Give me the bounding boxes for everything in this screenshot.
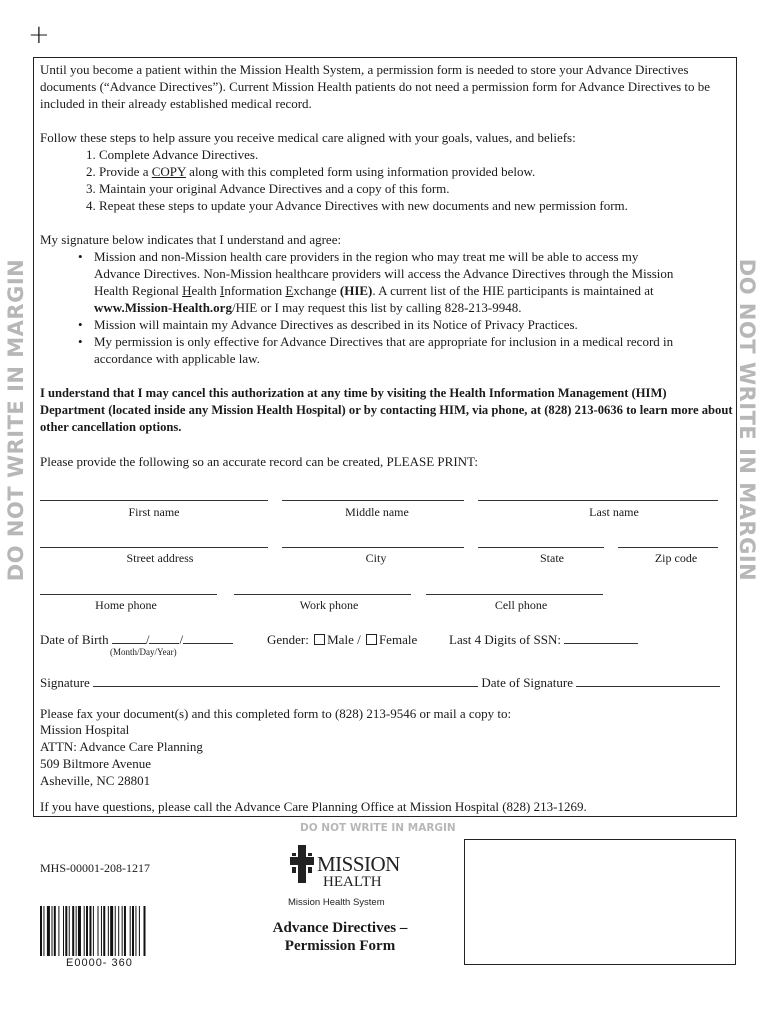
dob-label: Date of Birth [40, 632, 109, 647]
barcode-bar [69, 906, 70, 956]
bullet-2-text: Mission will maintain my Advance Directives as described in its Notice of Privacy Practices. [94, 317, 578, 332]
document-title-line-1: Advance Directives – [272, 920, 408, 936]
bullet-1-line-2: Advance Directives. Non-Mission healthcare providers will access the Advance Directives through the Mission [94, 266, 674, 281]
ssn-row [449, 631, 638, 648]
step-1: 1. Complete Advance Directives. [86, 147, 259, 162]
dob-row: Date of Birth / / [40, 631, 233, 648]
barcode-bar [65, 906, 67, 956]
barcode-bar [72, 906, 74, 956]
zip-code-field[interactable] [618, 547, 718, 548]
bullet-3-line-1: My permission is only effective for Advance Directives that are appropriate for inclusion in a medical record in [94, 334, 674, 349]
barcode-bar [135, 906, 136, 956]
dob-day-field[interactable] [149, 632, 179, 644]
address-line-1: Mission Hospital [40, 722, 130, 737]
middle-name-field[interactable] [282, 500, 464, 501]
agreement-bullet-2 [78, 316, 738, 333]
barcode-bar [108, 906, 109, 956]
barcode-bar [132, 906, 134, 956]
step-4: 4. Repeat these steps to update your Advance Directives with new documents and new permission form. [86, 198, 628, 213]
barcode-bar [84, 906, 85, 956]
state-label: State [540, 551, 564, 565]
step-2 [86, 163, 535, 180]
cancellation-notice: I understand that I may cancel this authorization at any time by visiting the Health Information Management (HIM) Department (located inside any Mission Health Hospital) or by contacting HIM, via phone, at (828) 213-0636 to learn more about other cancellation options. [40, 386, 733, 434]
female-checkbox[interactable] [366, 634, 377, 645]
male-checkbox[interactable] [314, 634, 325, 645]
bullet-dot: • [78, 334, 83, 349]
margin-warning-right: DO NOT WRITE IN MARGIN [735, 258, 759, 582]
barcode-bar [54, 906, 56, 956]
barcode [40, 906, 182, 956]
address-line-2: ATTN: Advance Care Planning [40, 739, 203, 754]
date-of-signature-label: Date of Signature [481, 675, 574, 690]
print-prompt: Please provide the following so an accurate record can be created, PLEASE PRINT: [40, 454, 478, 469]
margin-warning-bottom: DO NOT WRITE IN MARGIN [300, 822, 456, 834]
signature-row [40, 674, 720, 691]
male-label: Male / [327, 632, 361, 647]
state-field[interactable] [478, 547, 604, 548]
last-name-field[interactable] [478, 500, 718, 501]
logo-system-name: Mission Health System [288, 897, 385, 908]
barcode-bar [103, 906, 105, 956]
barcode-bar [115, 906, 116, 956]
step-3: 3. Maintain your original Advance Directives and a copy of this form. [86, 181, 450, 196]
barcode-bar [144, 906, 146, 956]
street-address-field[interactable] [40, 547, 268, 548]
barcode-number: E0000- 360 [66, 957, 133, 969]
form-code: MHS-00001-208-1217 [40, 861, 150, 875]
zip-code-label: Zip code [654, 551, 698, 565]
barcode-bar [93, 906, 94, 956]
barcode-bar [122, 906, 123, 956]
barcode-bar [118, 906, 119, 956]
barcode-bar [58, 906, 59, 956]
cell-phone-label: Cell phone [494, 598, 548, 612]
address-line-3: 509 Biltmore Avenue [40, 756, 151, 771]
barcode-bar [101, 906, 102, 956]
intro-paragraph: Until you become a patient within the Mission Health System, a permission form is needed to store your Advance Directives documents (“Advance Directives”). Current Mission Health patients do not need a permission form for Advance Directives to be included in their already established medical record. [40, 62, 711, 111]
home-phone-field[interactable] [40, 594, 217, 595]
bullet-3-line-2: accordance with applicable law. [94, 351, 260, 366]
gender-row [267, 631, 417, 648]
signature-label: Signature [40, 675, 90, 690]
logo-health: HEALTH [323, 874, 382, 890]
barcode-bar [89, 906, 91, 956]
home-phone-label: Home phone [95, 598, 157, 612]
first-name-field[interactable] [40, 500, 268, 501]
registration-crosshair: + [28, 20, 50, 50]
signature-field[interactable] [93, 675, 478, 687]
hie-url-link[interactable]: www.Mission-Health.org [94, 300, 232, 315]
barcode-bar [52, 906, 53, 956]
patient-label-box[interactable] [464, 839, 736, 965]
city-label: City [365, 551, 387, 565]
date-of-signature-field[interactable] [576, 675, 720, 687]
bullet-dot: • [78, 317, 83, 332]
agreement-bullet-1 [78, 248, 738, 316]
barcode-bar [47, 906, 50, 956]
ssn-label: Last 4 Digits of SSN: [449, 632, 561, 647]
barcode-bar [98, 906, 99, 956]
step-2-pre: 2. Provide a [86, 164, 152, 179]
barcode-bar [76, 906, 77, 956]
first-name-label: First name [128, 505, 180, 519]
bullet-1-line-3: Health Regional Health Information Exchange (HIE). A current list of the HIE participants is maintained at [94, 283, 654, 298]
ssn-field[interactable] [564, 632, 638, 644]
agree-intro: My signature below indicates that I understand and agree: [40, 232, 342, 247]
cell-phone-field[interactable] [426, 594, 603, 595]
logo-mission: MISSION [317, 852, 400, 876]
street-address-label: Street address [126, 551, 194, 565]
document-title-line-2: Permission Form [284, 938, 396, 954]
bullet-1-line-4: www.Mission-Health.org/HIE or I may request this list by calling 828-213-9948. [94, 300, 522, 315]
address-line-4: Asheville, NC 28801 [40, 773, 151, 788]
steps-intro: Follow these steps to help assure you receive medical care aligned with your goals, values, and beliefs: [40, 130, 576, 145]
barcode-bar [78, 906, 81, 956]
step-2-post: along with this completed form using information provided below. [185, 164, 536, 179]
agreement-bullet-3 [78, 333, 738, 367]
barcode-bar [40, 906, 42, 956]
female-label: Female [378, 632, 418, 647]
margin-warning-left: DO NOT WRITE IN MARGIN [4, 258, 28, 582]
barcode-bar [63, 906, 64, 956]
questions-contact: If you have questions, please call the Advance Care Planning Office at Mission Hospital (828) 213-1269. [40, 799, 587, 814]
bullet-dot: • [78, 249, 83, 264]
dob-month-field[interactable] [112, 632, 146, 644]
barcode-bar [43, 906, 44, 956]
last-name-label: Last name [589, 505, 639, 519]
dob-format-hint: (Month/Day/Year) [110, 647, 177, 657]
document-title [260, 919, 420, 955]
bullet-1-line-1: Mission and non-Mission health care providers in the region who may treat me will be able to access my [94, 249, 639, 264]
city-field[interactable] [282, 547, 464, 548]
mail-instructions: Please fax your document(s) and this completed form to (828) 213-9546 or mail a copy to: [40, 706, 512, 721]
mailing-address [40, 721, 203, 789]
barcode-bar [130, 906, 131, 956]
work-phone-field[interactable] [234, 594, 411, 595]
barcode-bar [86, 906, 88, 956]
dob-year-field[interactable] [183, 632, 233, 644]
work-phone-label: Work phone [299, 598, 359, 612]
barcode-bar [139, 906, 140, 956]
barcode-bar [124, 906, 126, 956]
middle-name-label: Middle name [345, 505, 409, 519]
barcode-bar [110, 906, 113, 956]
step-2-copy: COPY [151, 164, 186, 179]
gender-label: Gender: [267, 632, 309, 647]
